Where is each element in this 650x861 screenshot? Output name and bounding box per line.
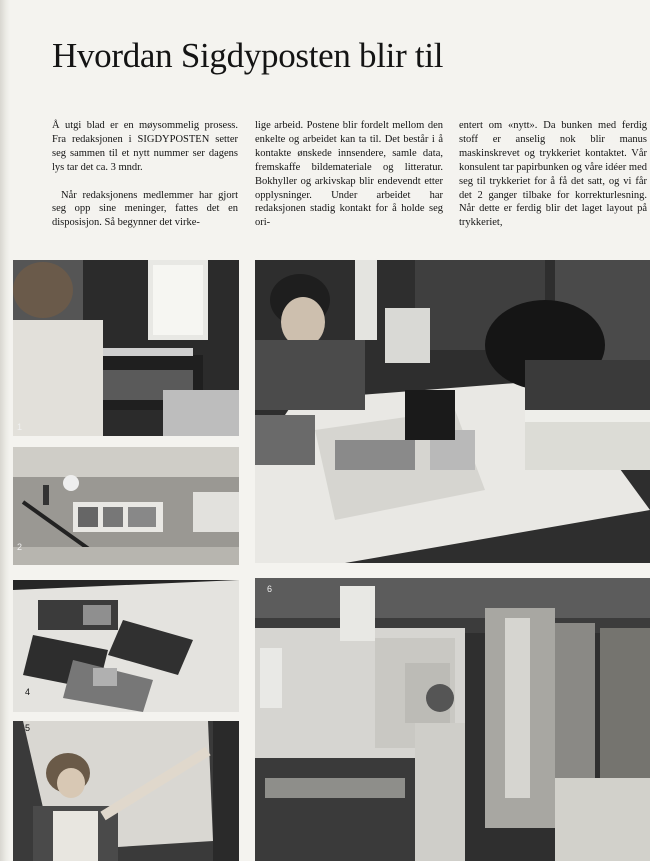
photo-number: 4 <box>25 687 31 697</box>
photo-number: 6 <box>267 584 273 594</box>
typewriter-scene <box>13 260 239 436</box>
text-column-3 <box>459 119 647 244</box>
text-column-1 <box>52 119 238 244</box>
paragraph: entert om «nytt». Da bunken med ferdig stoff er anselig nok blir manus maskinskrevet og trykkeriet kontaktet. Vår konsulent tar papirbunken og våre idéer med seg til trykkeriet for å få det satt, og vi får det 2 ganger tilbake for korrekturlesning. Når dette er ferdig blir det laget layout på trykkeriet, <box>459 120 647 229</box>
photo-number: 2 <box>17 542 23 552</box>
page-spine-shadow <box>0 0 10 861</box>
paragraph: lige arbeid. Postene blir fordelt mellom den enkelte og arbeidet kan ta til. Det består i å kontakte ønskede innsendere, samle data, fremskaffe bildemateriale og litteratur. Bokhyller og arkivskap blir endevendt etter opplysninger. Under arbeidet har redaksjonen stadig kontakt for å holde seg ori- <box>255 120 443 229</box>
printing-press-scene <box>255 578 650 861</box>
page-proofs-scene <box>13 580 239 712</box>
photo-large-sheet <box>13 721 239 861</box>
paragraph: Å utgi blad er en møysommelig prosess. Fra redaksjonen i SIGDYPOSTEN setter seg sammen til et nytt nummer ser dagens lys tar det ca. 3 mndr. <box>52 120 238 173</box>
large-sheet-scene <box>13 721 239 861</box>
paragraph: Når redaksjonens medlemmer har gjort seg opp sine meninger, fattes det en disposisjon. Så begynner det virke- <box>52 189 238 229</box>
photo-number: 1 <box>17 422 23 432</box>
photo-layout-work <box>255 260 650 563</box>
text-column-2 <box>255 119 443 244</box>
layout-work-scene <box>255 260 650 563</box>
photo-number: 5 <box>25 723 31 733</box>
photo-layout-table <box>13 447 239 565</box>
photo-page-proofs <box>13 580 239 712</box>
photo-printing-press <box>255 578 650 861</box>
layout-table-scene <box>13 447 239 565</box>
article-title: Hvordan Sigdyposten blir til <box>52 36 444 75</box>
photo-typewriter <box>13 260 239 436</box>
